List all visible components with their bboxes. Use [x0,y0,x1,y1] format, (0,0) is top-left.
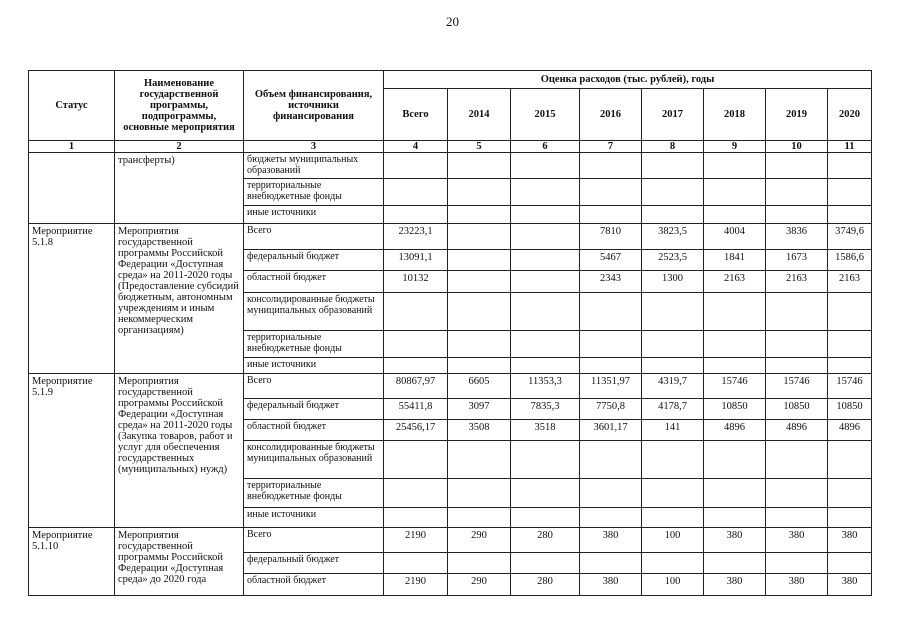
amount-cell: 2190 [384,574,448,596]
amount-cell: 380 [828,528,872,553]
amount-cell [704,331,766,358]
amount-cell [448,224,511,250]
status-cell: Мероприятие 5.1.10 [29,528,115,596]
column-number: 8 [642,141,704,153]
amount-cell: 3097 [448,399,511,420]
column-number: 6 [511,141,580,153]
status-cell: Мероприятие 5.1.8 [29,224,115,374]
program-name-cell: трансферты) [115,153,244,224]
funding-source-cell: Всего [244,528,384,553]
amount-cell [384,358,448,374]
amount-cell [448,508,511,528]
amount-cell: 10850 [766,399,828,420]
header-name: Наименование государственной программы, подпрограммы, основные мероприятия [115,71,244,141]
amount-cell: 380 [580,574,642,596]
amount-cell [642,508,704,528]
amount-cell [828,441,872,479]
amount-cell [828,179,872,206]
column-number: 9 [704,141,766,153]
amount-cell: 1841 [704,250,766,271]
funding-source-cell: областной бюджет [244,271,384,293]
amount-cell [580,553,642,574]
amount-cell: 290 [448,528,511,553]
amount-cell [511,553,580,574]
program-name-cell: Мероприятия государственной программы Российской Федерации «Доступная среда» на 2011-2020 годы (Предоставление субсидий бюджетным, автономным учреждениям и иным некоммерческим организациям) [115,224,244,374]
page-number: 20 [446,14,459,29]
amount-cell: 1586,6 [828,250,872,271]
amount-cell: 280 [511,528,580,553]
header-year-2014: 2014 [448,89,511,141]
amount-cell: 1673 [766,250,828,271]
amount-cell [828,553,872,574]
amount-cell [704,553,766,574]
table-row [29,224,872,250]
amount-cell: 2343 [580,271,642,293]
amount-cell: 380 [766,528,828,553]
amount-cell [384,179,448,206]
amount-cell [448,293,511,331]
column-number: 3 [244,141,384,153]
amount-cell [642,553,704,574]
amount-cell: 10850 [704,399,766,420]
header-year-2016: 2016 [580,89,642,141]
funding-source-cell: иные источники [244,206,384,224]
amount-cell [828,206,872,224]
status-cell [29,153,115,224]
amount-cell [448,250,511,271]
amount-cell [511,224,580,250]
amount-cell: 5467 [580,250,642,271]
amount-cell [704,479,766,508]
status-cell: Мероприятие 5.1.9 [29,374,115,528]
amount-cell [384,153,448,179]
amount-cell: 1300 [642,271,704,293]
header-year-2018: 2018 [704,89,766,141]
amount-cell [766,179,828,206]
amount-cell [642,441,704,479]
header-year-2015: 2015 [511,89,580,141]
amount-cell [448,553,511,574]
funding-source-cell: территориальные внебюджетные фонды [244,179,384,206]
funding-source-cell: бюджеты муниципальных образований [244,153,384,179]
amount-cell [448,153,511,179]
amount-cell [828,153,872,179]
program-name-cell: Мероприятия государственной программы Российской Федерации «Доступная среда» на 2011-2020 годы (Закупка товаров, работ и услуг для обеспечения государственных (муниципальных) нужд) [115,374,244,528]
amount-cell [766,479,828,508]
amount-cell [448,441,511,479]
amount-cell [448,206,511,224]
amount-cell: 23223,1 [384,224,448,250]
amount-cell [511,479,580,508]
amount-cell [766,331,828,358]
amount-cell [580,153,642,179]
amount-cell [448,271,511,293]
amount-cell [511,358,580,374]
amount-cell: 10850 [828,399,872,420]
funding-source-cell: федеральный бюджет [244,553,384,574]
amount-cell: 280 [511,574,580,596]
amount-cell: 11353,3 [511,374,580,399]
amount-cell: 380 [580,528,642,553]
column-number: 1 [29,141,115,153]
amount-cell [384,331,448,358]
amount-cell [704,441,766,479]
amount-cell: 2190 [384,528,448,553]
amount-cell [766,553,828,574]
amount-cell: 141 [642,420,704,441]
amount-cell: 4004 [704,224,766,250]
header-status: Статус [29,71,115,141]
amount-cell: 2523,5 [642,250,704,271]
funding-source-cell: иные источники [244,358,384,374]
amount-cell [448,331,511,358]
amount-cell: 15746 [704,374,766,399]
column-number: 11 [828,141,872,153]
amount-cell: 380 [828,574,872,596]
amount-cell: 10132 [384,271,448,293]
header-estimate: Оценка расходов (тыс. рублей), годы [384,71,872,89]
amount-cell [580,508,642,528]
amount-cell [828,508,872,528]
amount-cell [828,358,872,374]
amount-cell: 4896 [828,420,872,441]
amount-cell [766,358,828,374]
funding-source-cell: федеральный бюджет [244,250,384,271]
amount-cell: 290 [448,574,511,596]
table-row [29,528,872,553]
amount-cell [642,206,704,224]
amount-cell: 100 [642,574,704,596]
amount-cell [580,206,642,224]
amount-cell: 3823,5 [642,224,704,250]
table-row [29,374,872,399]
column-number: 7 [580,141,642,153]
program-name-cell: Мероприятия государственной программы Российской Федерации «Доступная среда» до 2020 года [115,528,244,596]
amount-cell: 3836 [766,224,828,250]
column-number: 4 [384,141,448,153]
amount-cell [511,206,580,224]
amount-cell: 2163 [766,271,828,293]
amount-cell: 4896 [766,420,828,441]
amount-cell: 2163 [704,271,766,293]
header-year-2020: 2020 [828,89,872,141]
table-row [29,153,872,179]
amount-cell: 13091,1 [384,250,448,271]
column-number: 2 [115,141,244,153]
amount-cell [642,293,704,331]
amount-cell [642,479,704,508]
amount-cell [766,508,828,528]
amount-cell [704,206,766,224]
amount-cell: 3508 [448,420,511,441]
amount-cell: 3518 [511,420,580,441]
amount-cell: 2163 [828,271,872,293]
amount-cell [511,293,580,331]
amount-cell [384,206,448,224]
header-volume: Объем финансирования, источники финансирования [244,71,384,141]
amount-cell [384,441,448,479]
funding-source-cell: федеральный бюджет [244,399,384,420]
amount-cell: 4178,7 [642,399,704,420]
amount-cell [384,553,448,574]
funding-source-cell: консолидированные бюджеты муниципальных образований [244,441,384,479]
amount-cell: 11351,97 [580,374,642,399]
amount-cell [511,441,580,479]
amount-cell [642,153,704,179]
amount-cell [766,293,828,331]
amount-cell: 6605 [448,374,511,399]
amount-cell [384,293,448,331]
amount-cell [704,293,766,331]
amount-cell [448,479,511,508]
amount-cell: 80867,97 [384,374,448,399]
amount-cell [511,271,580,293]
amount-cell: 7810 [580,224,642,250]
amount-cell [511,153,580,179]
funding-source-cell: Всего [244,374,384,399]
amount-cell: 15746 [828,374,872,399]
amount-cell [766,153,828,179]
amount-cell: 3749,6 [828,224,872,250]
amount-cell: 100 [642,528,704,553]
amount-cell [580,331,642,358]
amount-cell [511,331,580,358]
amount-cell: 55411,8 [384,399,448,420]
amount-cell [580,179,642,206]
amount-cell: 3601,17 [580,420,642,441]
amount-cell [580,358,642,374]
amount-cell [384,508,448,528]
amount-cell: 380 [704,528,766,553]
amount-cell [580,293,642,331]
header-year-2017: 2017 [642,89,704,141]
funding-source-cell: областной бюджет [244,574,384,596]
amount-cell [828,479,872,508]
funding-source-cell: консолидированные бюджеты муниципальных образований [244,293,384,331]
amount-cell [642,358,704,374]
amount-cell: 25456,17 [384,420,448,441]
amount-cell [511,179,580,206]
amount-cell [766,206,828,224]
amount-cell [828,293,872,331]
column-number: 5 [448,141,511,153]
amount-cell [448,179,511,206]
amount-cell [704,508,766,528]
amount-cell [704,179,766,206]
amount-cell: 7835,3 [511,399,580,420]
funding-source-cell: областной бюджет [244,420,384,441]
amount-cell [580,441,642,479]
amount-cell [704,358,766,374]
header-year-2019: 2019 [766,89,828,141]
column-number: 10 [766,141,828,153]
funding-source-cell: Всего [244,224,384,250]
amount-cell [511,250,580,271]
funding-source-cell: иные источники [244,508,384,528]
amount-cell: 4319,7 [642,374,704,399]
amount-cell: 15746 [766,374,828,399]
amount-cell: 4896 [704,420,766,441]
amount-cell: 7750,8 [580,399,642,420]
amount-cell: 380 [766,574,828,596]
amount-cell [642,179,704,206]
amount-cell [384,479,448,508]
amount-cell [704,153,766,179]
amount-cell [766,441,828,479]
funding-source-cell: территориальные внебюджетные фонды [244,479,384,508]
amount-cell [511,508,580,528]
budget-table [28,70,872,596]
funding-source-cell: территориальные внебюджетные фонды [244,331,384,358]
amount-cell: 380 [704,574,766,596]
header-year-total: Всего [384,89,448,141]
amount-cell [580,479,642,508]
column-number-row [29,141,872,153]
amount-cell [642,331,704,358]
amount-cell [828,331,872,358]
amount-cell [448,358,511,374]
